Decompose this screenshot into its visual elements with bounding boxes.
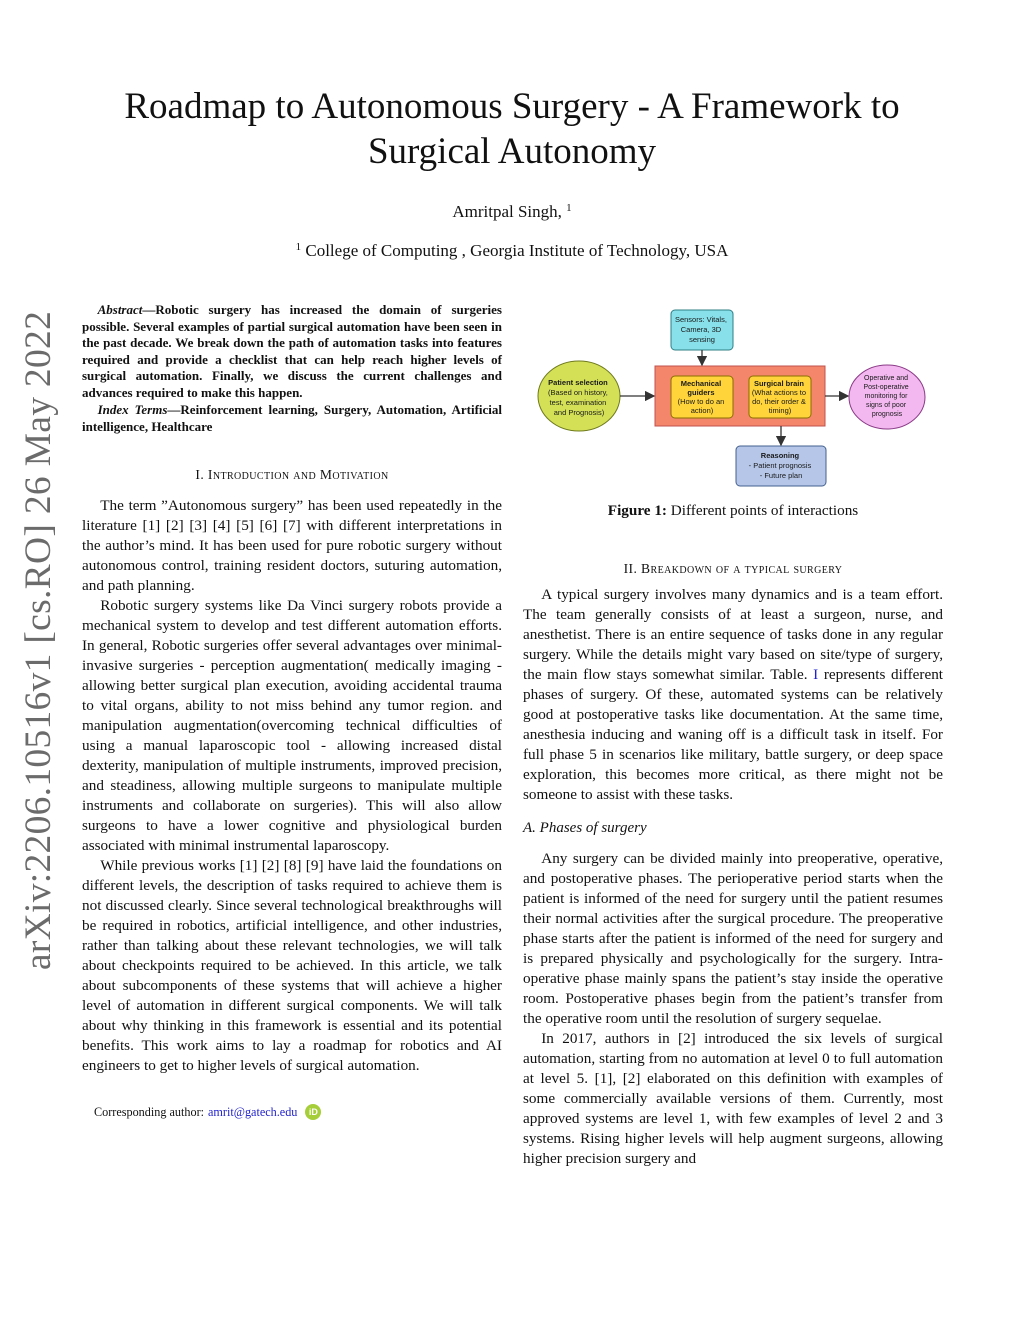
affiliation-line [0, 241, 1024, 261]
patient-line-3: test, examination [549, 398, 607, 407]
author-line [0, 202, 1024, 222]
figure-1-caption [523, 502, 943, 520]
orcid-icon[interactable]: iD [305, 1104, 321, 1120]
postop-line-2: Post-operative [863, 384, 909, 391]
abstract [82, 302, 502, 401]
left-column [82, 302, 502, 1120]
paper-title: Roadmap to Autonomous Surgery - A Framework to Surgical Autonomy [124, 86, 900, 172]
phases-paragraph-2: In 2017, authors in [2] introduced the six levels of surgical automation, starting from no automation at level 0 to full automation at level 5. [1], [2] elaborated on this definition with examples of some commercially available versions of them. Currently, most approved systems are level 1, with few examples of level 2 and 3 systems. Rising higher levels will help augment surgeons, allowing higher precision surgery and [523, 1030, 943, 1167]
mechanical-line-2: guiders [687, 388, 715, 397]
sensors-line-3: sensing [689, 335, 715, 344]
postop-line-5: prognosis [871, 411, 903, 418]
affiliation-text: College of Computing , Georgia Institute of Technology, USA [305, 241, 729, 260]
author-name: Amritpal Singh, [452, 202, 562, 221]
brain-line-4: timing) [768, 406, 792, 415]
brain-line-3: do, their order & [752, 397, 806, 406]
postop-line-4: signs of poor [865, 402, 907, 409]
sensors-line-1: Sensors: Vitals, [674, 315, 727, 324]
intro-paragraph-2: Robotic surgery systems like Da Vinci surgery robots provide a mechanical system to develop and test different automation efforts. In general, Robotic surgeries offer several advantages over minimal-invasive surgeries - perception augmentation( medically imaging - allowing better surgical plan execution, avoiding accidental trauma to vital organs, ability to not miss behind any tumor region. and manipulation augmentation(overcoming technical difficulties of using a manual laparoscopic tool - allowing increased distal dexterity, manipulation of multiple instruments, improved precision, and steadiness, allowing multiple surgeons to manipulate multiple instruments and collaborate on surgeries). This will also allow surgeons to have a lower cognitive and physiological burden associated with minimal instrumental laparoscopy. [82, 597, 502, 854]
breakdown-paragraph-1 [523, 585, 943, 805]
reasoning-line-3: - Future plan [759, 471, 803, 480]
affil-mark: 1 [295, 241, 302, 253]
reasoning-line-1: Reasoning [760, 451, 800, 460]
figure-1 [523, 300, 943, 500]
index-terms [82, 402, 502, 435]
abstract-label: Abstract [97, 302, 143, 317]
phases-paragraph-1: Any surgery can be divided mainly into preoperative, operative, and postoperative phases. The perioperative period starts when the patient is informed of the need for surgery until the patient resumes their normal activities after the surgical procedure. The preoperative phase starts after the patient is informed of the need for surgery and is prepared physically and psychologically for the surgery. Intra-operative phase mainly spans the patient’s stay inside the operative room. Postoperative phases begin from the patient’s transfer from the operative room until the resolution of surgery sequelae. [523, 850, 943, 1027]
section-1-heading: I. Introduction and Motivation [195, 467, 389, 482]
arxiv-id: arXiv:2206.10516v1 [cs.RO] 26 May 2022 [18, 310, 60, 971]
patient-line-4: and Prognosis) [553, 408, 605, 417]
arxiv-stamp [18, 310, 60, 971]
sensors-line-2: Camera, 3D [680, 325, 722, 334]
email-link[interactable]: amrit@gatech.edu [208, 1104, 298, 1119]
caption-label: Figure 1: [607, 502, 667, 519]
interaction-diagram [523, 300, 943, 500]
right-column [523, 561, 943, 1169]
index-terms-text: —Reinforcement learning, Surgery, Automation, Artificial intelligence, Healthcare [82, 402, 503, 434]
caption-text: Different points of interactions [670, 502, 859, 519]
mechanical-line-4: action) [690, 406, 714, 415]
index-terms-label: Index Terms [97, 402, 168, 417]
svg-text:Patient selection (Bas [548, 378, 610, 417]
postop-line-3: monitoring for [864, 393, 908, 400]
footnote [82, 1104, 502, 1120]
author-affil-mark: 1 [566, 202, 572, 214]
mechanical-line-3: (How to do an [677, 397, 725, 406]
reasoning-line-2: - Patient prognosis [748, 461, 812, 470]
brain-line-1: Surgical brain [753, 379, 804, 388]
intro-paragraph-3: While previous works [1] [2] [8] [9] have laid the foundations on different levels, the description of tasks required to achieve them is not discussed clearly. Since several technological breakthroughs will be required in robotics, artificial intelligence, and other industries, rather than talking about these relevant technologies, we will talk about checkpoints required to be achieved. In this article, we talk about subcomponents of these systems that will achieve a higher level of automation in different surgical components. We will talk about why thinking in this framework is essential and its potential benefits. This work aims to lay a roadmap for robotics and AI engineers to get to higher levels of surgical automation. [82, 857, 502, 1074]
table-ref-link[interactable]: I [813, 666, 819, 683]
breakdown-text-a: A typical surgery involves many dynamics and is a team effort. The team generally consists of at least a surgeon, nurse, and anesthetist. There is an entire sequence of tasks done in any regular surgery. While the details might vary based on site/type of surgery, the main flow stays somewhat similar. Table. [523, 586, 943, 683]
breakdown-text-b: represents different phases of surgery. Of these, automated systems can be relatively good at postoperative tasks like documentation. At the same time, anesthesia inducing and waning off is a difficult task in itself. For full phase 5 in scenarios like military, battle surgery, or deep space exploration, this becomes more critical, as there might not be someone to assist with these tasks. [523, 666, 944, 803]
abstract-text: —Robotic surgery has increased the domain of surgeries possible. Several examples of partial surgical automation have been seen in the past decade. We break down the path of automation tasks into features required and provide a checklist that can help reach higher levels of surgical automation. Finally, we discuss the current challenges and advances required to make this happen. [82, 302, 502, 400]
mechanical-line-1: Mechanical [680, 379, 722, 388]
patient-line-2: (Based on history, [548, 388, 608, 397]
subsection-phases-heading: A. Phases of surgery [523, 820, 647, 836]
footnote-prefix: Corresponding author: [94, 1104, 205, 1119]
brain-line-2: (What actions to [751, 388, 807, 397]
patient-line-1: Patient selection [548, 378, 608, 387]
section-2-heading: II. Breakdown of a typical surgery [623, 561, 843, 576]
intro-paragraph-1: The term ”Autonomous surgery” has been used repeatedly in the literature [1] [2] [3] [4] [5] [6] [7] with different interpretations in the author’s mind. It has been used for pure robotic surgery without autonomous control, training resident doctors, suturing automation, and path planning. [82, 497, 502, 594]
postop-line-1: Operative and [864, 375, 909, 382]
